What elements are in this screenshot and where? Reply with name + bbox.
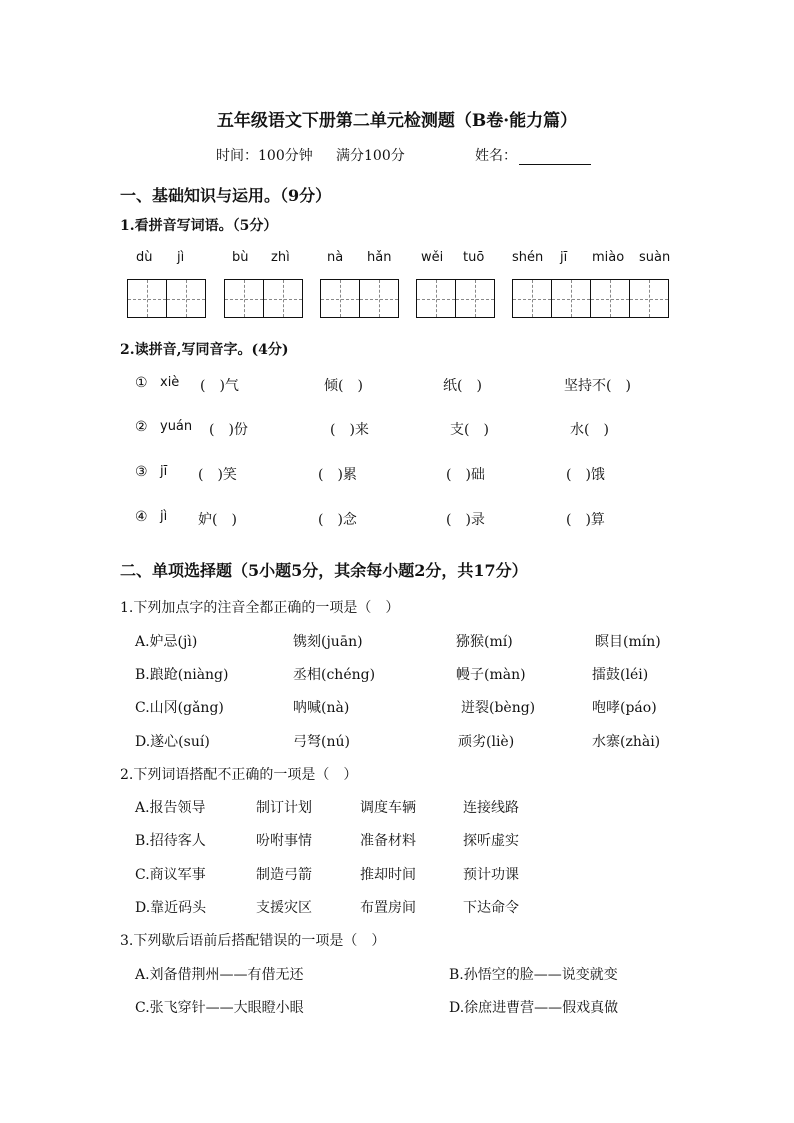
option-item: C.山冈(gǎng): [135, 700, 224, 716]
fill-item[interactable]: ( )算: [566, 512, 605, 528]
pinyin-5: nà: [327, 250, 344, 265]
option-item: 预计功课: [463, 867, 519, 883]
fill-item[interactable]: ( )础: [446, 467, 485, 483]
pinyin-6: hǎn: [367, 250, 392, 265]
writing-cell[interactable]: [591, 279, 630, 318]
writing-cell[interactable]: [416, 279, 456, 318]
option-item: 水寨(zhài): [592, 734, 661, 750]
writing-cell[interactable]: [456, 279, 495, 318]
row-number: ②: [135, 419, 148, 435]
writing-cell[interactable]: [630, 279, 669, 318]
writing-box-group-4[interactable]: [416, 279, 495, 318]
row-pinyin: yuán: [160, 419, 193, 434]
pinyin-2: jì: [177, 250, 185, 265]
fill-item[interactable]: 支( ): [450, 422, 489, 438]
option-item: 弓弩(nú): [293, 734, 350, 750]
option-item: D.遂心(suí): [135, 734, 210, 750]
fill-item[interactable]: 坚持不( ): [564, 378, 631, 394]
option-item: 猕猴(mí): [456, 634, 513, 650]
s1-q2-title: 2.读拼音,写同音字。(4分): [120, 342, 289, 358]
writing-box-group-1[interactable]: [127, 279, 206, 318]
name-blank[interactable]: [519, 150, 591, 165]
option-d: D.徐庶进曹营——假戏真做: [449, 1000, 619, 1016]
option-item: C.商议军事: [135, 867, 206, 883]
fill-item[interactable]: 倾( ): [324, 378, 363, 394]
row-pinyin: jī: [160, 464, 168, 479]
row-number: ①: [135, 375, 148, 391]
option-item: A.报告领导: [135, 800, 206, 816]
writing-cell[interactable]: [167, 279, 206, 318]
option-item: 推却时间: [360, 867, 416, 883]
pinyin-9: shén: [512, 250, 544, 265]
row-number: ③: [135, 464, 148, 480]
option-item: B.踉跄(niàng): [135, 667, 229, 683]
option-item: 制订计划: [256, 800, 312, 816]
fill-item[interactable]: ( )气: [200, 378, 239, 394]
pinyin-8: tuō: [463, 250, 485, 265]
option-item: 镌刻(juān): [293, 634, 363, 650]
pinyin-10: jī: [560, 250, 568, 265]
writing-cell[interactable]: [127, 279, 167, 318]
writing-box-group-3[interactable]: [320, 279, 399, 318]
pinyin-3: bù: [232, 250, 249, 265]
fill-item[interactable]: ( )份: [209, 422, 248, 438]
option-item: 呐喊(nà): [293, 700, 350, 716]
writing-cell[interactable]: [224, 279, 264, 318]
section-1-heading: 一、基础知识与运用。（9分）: [120, 186, 332, 205]
fill-item[interactable]: ( )念: [318, 512, 357, 528]
row-pinyin: jì: [160, 509, 168, 524]
fill-item[interactable]: ( )笑: [198, 467, 237, 483]
s2-q2-title: 2.下列词语搭配不正确的一项是（ ）: [120, 767, 358, 783]
pinyin-12: suàn: [639, 250, 671, 265]
option-b: B.孙悟空的脸——说变就变: [449, 967, 618, 983]
fill-item[interactable]: 水( ): [570, 422, 609, 438]
pinyin-11: miào: [592, 250, 625, 265]
fill-item[interactable]: ( )饿: [566, 467, 605, 483]
row-pinyin: xiè: [160, 375, 180, 390]
exam-score: 满分100分: [336, 148, 405, 164]
option-item: B.招待客人: [135, 833, 206, 849]
fill-item[interactable]: 纸( ): [443, 378, 482, 394]
writing-box-group-5[interactable]: [512, 279, 669, 318]
writing-cell[interactable]: [512, 279, 552, 318]
option-item: 连接线路: [463, 800, 519, 816]
section-2-heading: 二、单项选择题（5小题5分，其余每小题2分，共17分）: [120, 561, 528, 580]
s2-q1-title: 1.下列加点字的注音全都正确的一项是（ ）: [120, 600, 400, 616]
fill-item[interactable]: ( )录: [446, 512, 485, 528]
option-item: 幔子(màn): [456, 667, 526, 683]
writing-cell[interactable]: [264, 279, 303, 318]
option-item: 丞相(chéng): [293, 667, 376, 683]
option-c: C.张飞穿针——大眼瞪小眼: [135, 1000, 304, 1016]
option-item: D.靠近码头: [135, 900, 207, 916]
option-a: A.刘备借荆州——有借无还: [135, 967, 304, 983]
pinyin-7: wěi: [421, 250, 444, 265]
option-item: 吩咐事情: [256, 833, 312, 849]
fill-item[interactable]: ( )来: [330, 422, 369, 438]
option-item: A.妒忌(jì): [135, 634, 198, 650]
fill-item[interactable]: ( )累: [318, 467, 357, 483]
option-item: 迸裂(bèng): [461, 700, 536, 716]
option-item: 顽劣(liè): [458, 734, 515, 750]
option-item: 下达命令: [463, 900, 519, 916]
pinyin-4: zhì: [271, 250, 290, 265]
row-number: ④: [135, 509, 148, 525]
pinyin-1: dù: [136, 250, 153, 265]
option-item: 支援灾区: [256, 900, 312, 916]
option-item: 准备材料: [360, 833, 416, 849]
option-item: 制造弓箭: [256, 867, 312, 883]
name-label: 姓名：: [475, 148, 517, 164]
option-item: 探听虚实: [463, 833, 519, 849]
s1-q1-title: 1.看拼音写词语。（5分）: [120, 218, 278, 234]
page-title: 五年级语文下册第二单元检测题（B卷·能力篇）: [216, 111, 578, 131]
fill-item[interactable]: 妒( ): [198, 512, 237, 528]
writing-cell[interactable]: [552, 279, 591, 318]
option-item: 擂鼓(léi): [592, 667, 649, 683]
writing-cell[interactable]: [360, 279, 399, 318]
option-item: 布置房间: [360, 900, 416, 916]
writing-cell[interactable]: [320, 279, 360, 318]
writing-box-group-2[interactable]: [224, 279, 303, 318]
s2-q3-title: 3.下列歇后语前后搭配错误的一项是（ ）: [120, 933, 386, 949]
exam-time: 时间：100分钟: [216, 148, 313, 164]
option-item: 咆哮(páo): [592, 700, 657, 716]
option-item: 调度车辆: [360, 800, 416, 816]
name-field[interactable]: [475, 145, 591, 165]
option-item: 瞑目(mín): [595, 634, 661, 650]
